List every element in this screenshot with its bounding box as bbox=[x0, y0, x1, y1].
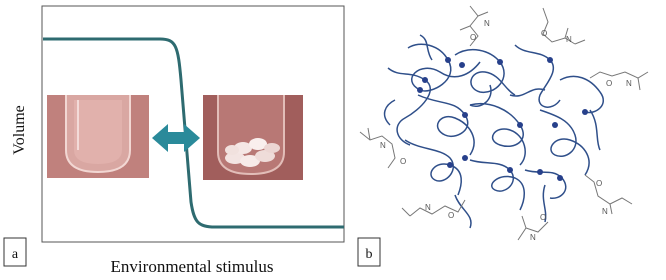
svg-text:O: O bbox=[470, 33, 477, 42]
x-axis-label: Environmental stimulus bbox=[110, 257, 274, 276]
polymer-network-chains bbox=[385, 35, 604, 228]
atom-labels bbox=[380, 19, 632, 242]
svg-text:O: O bbox=[606, 79, 613, 88]
y-axis-label: Volume bbox=[11, 105, 28, 155]
swollen-hydrogel-photo bbox=[47, 95, 149, 178]
svg-text:N: N bbox=[530, 233, 536, 242]
svg-text:O: O bbox=[541, 29, 548, 38]
reversible-arrow bbox=[152, 124, 200, 152]
svg-text:N: N bbox=[602, 207, 608, 216]
panel-b bbox=[358, 6, 648, 266]
panel-a bbox=[4, 6, 344, 276]
svg-text:N: N bbox=[626, 79, 632, 88]
svg-text:O: O bbox=[400, 157, 407, 166]
svg-text:N: N bbox=[566, 35, 572, 44]
svg-text:N: N bbox=[380, 141, 386, 150]
nipam-side-groups bbox=[360, 6, 648, 240]
svg-text:N: N bbox=[425, 203, 431, 212]
svg-text:N: N bbox=[484, 19, 490, 28]
panel-b-label: b bbox=[365, 247, 373, 262]
svg-text:O: O bbox=[540, 213, 547, 222]
collapsed-hydrogel-photo bbox=[203, 95, 303, 180]
svg-text:O: O bbox=[448, 211, 455, 220]
panel-a-label: a bbox=[11, 247, 19, 262]
svg-text:O: O bbox=[596, 179, 603, 188]
